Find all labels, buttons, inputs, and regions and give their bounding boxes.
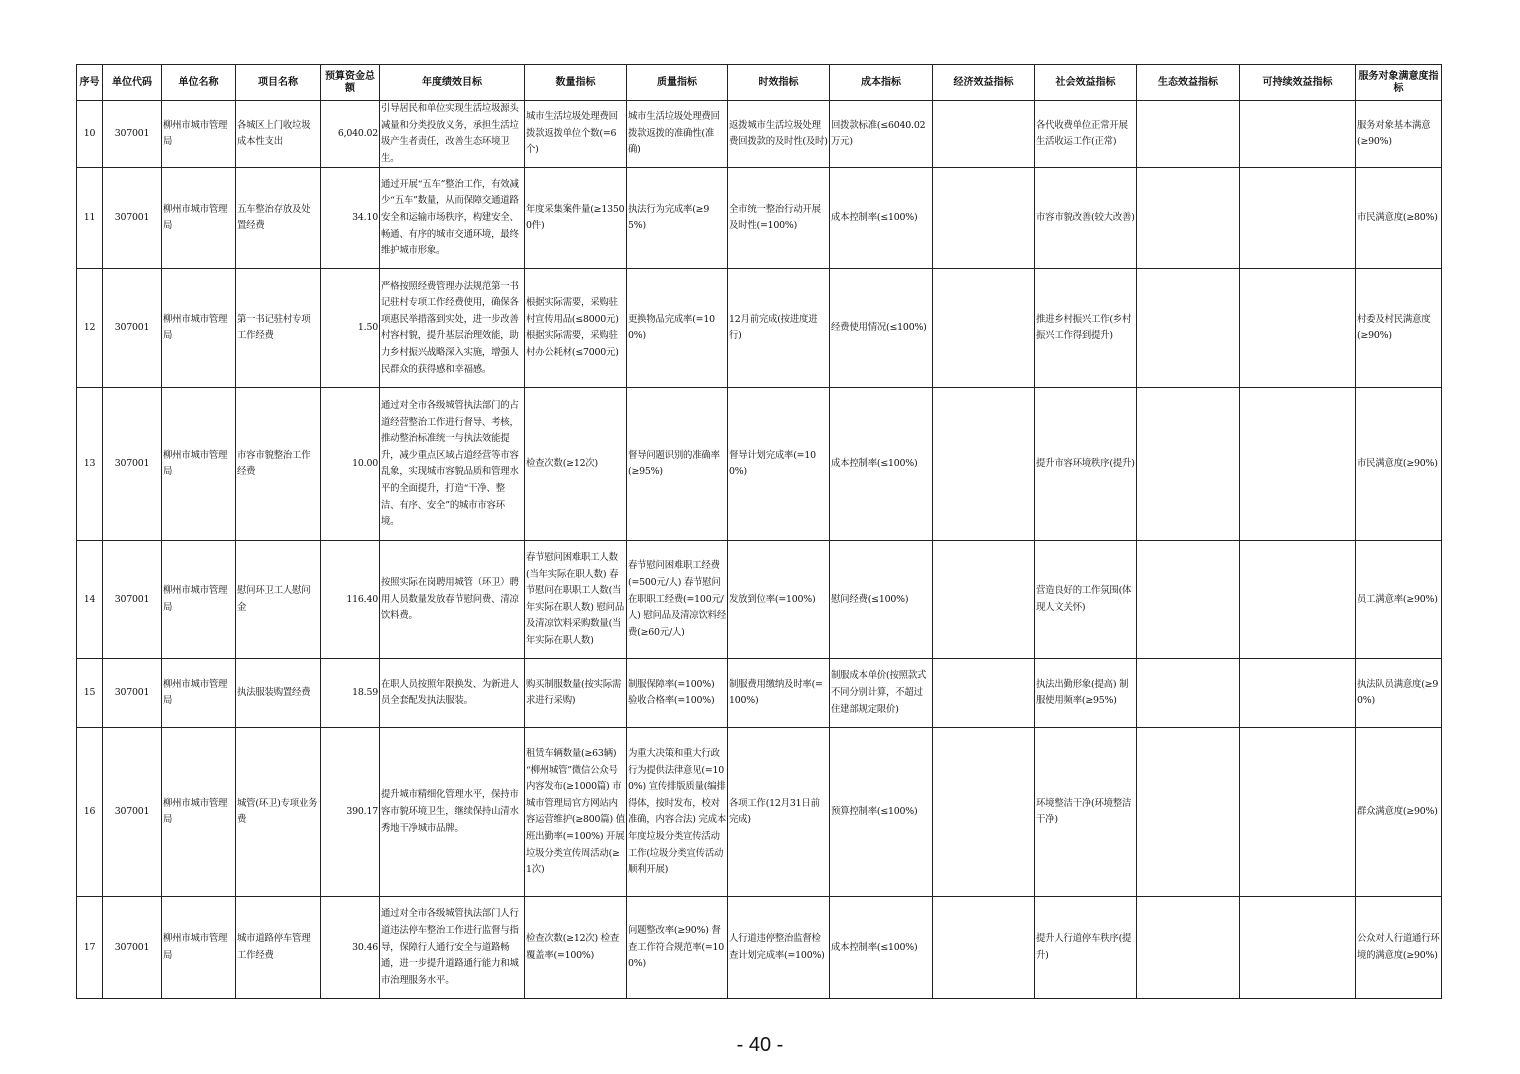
table-row xyxy=(77,541,1442,659)
cell-unit: 柳州市城市管理局 xyxy=(162,388,236,541)
cell-quality: 春节慰问困难职工经费(=500元/人) 春节慰问在职职工经费(=100元/人) 慰问品及清凉饮料经费(≥60元/人) xyxy=(627,541,728,659)
cell-quality: 制服保障率(=100%) 验收合格率(=100%) xyxy=(627,659,728,728)
cell-social: 提升市容环境秩序(提升) xyxy=(1035,388,1137,541)
cell-ecological xyxy=(1137,728,1240,897)
cell-economic xyxy=(933,659,1035,728)
cell-satisfaction: 市民满意度(≥80%) xyxy=(1356,168,1442,269)
cell-satisfaction: 服务对象基本满意(≥90%) xyxy=(1356,101,1442,168)
cell-code: 307001 xyxy=(103,269,162,388)
cell-social: 执法出勤形象(提高) 制服使用频率(≥95%) xyxy=(1035,659,1137,728)
table-row xyxy=(77,168,1442,269)
cell-project: 各城区上门收垃圾成本性支出 xyxy=(236,101,321,168)
cell-project: 第一书记驻村专项工作经费 xyxy=(236,269,321,388)
cell-budget: 390.17 xyxy=(321,728,380,897)
cell-budget: 6,040.02 xyxy=(321,101,380,168)
cell-quantity: 检查次数(≥12次) xyxy=(525,388,627,541)
cell-satisfaction: 市民满意度(≥90%) xyxy=(1356,388,1442,541)
cell-quantity: 购买制服数量(按实际需求进行采购) xyxy=(525,659,627,728)
cell-quantity: 根据实际需要，采购驻村宣传用品(≤8000元) 根据实际需要，采购驻村办公耗材(≤7000元) xyxy=(525,269,627,388)
cell-cost: 成本控制率(≤100%) xyxy=(830,897,933,999)
cell-timeliness: 发放到位率(=100%) xyxy=(728,541,830,659)
cell-quantity: 检查次数(≥12次) 检查覆盖率(=100%) xyxy=(525,897,627,999)
header-row xyxy=(77,65,1442,101)
col-header-ecological: 生态效益指标 xyxy=(1137,65,1240,101)
cell-budget: 10.00 xyxy=(321,388,380,541)
col-header-code: 单位代码 xyxy=(103,65,162,101)
col-header-unit: 单位名称 xyxy=(162,65,236,101)
col-header-timeliness: 时效指标 xyxy=(728,65,830,101)
cell-satisfaction: 公众对人行道通行环境的满意度(≥90%) xyxy=(1356,897,1442,999)
cell-economic xyxy=(933,269,1035,388)
cell-sustainable xyxy=(1240,101,1356,168)
cell-quality: 更换物品完成率(=100%) xyxy=(627,269,728,388)
cell-satisfaction: 群众满意度(≥90%) xyxy=(1356,728,1442,897)
cell-economic xyxy=(933,541,1035,659)
cell-goal: 提升城市精细化管理水平，保持市容市貌环境卫生，继续保持山清水秀地干净城市品牌。 xyxy=(380,728,525,897)
col-header-satisfaction: 服务对象满意度指标 xyxy=(1356,65,1442,101)
col-header-economic: 经济效益指标 xyxy=(933,65,1035,101)
cell-no: 13 xyxy=(77,388,103,541)
cell-sustainable xyxy=(1240,388,1356,541)
cell-sustainable xyxy=(1240,269,1356,388)
cell-project: 城市道路停车管理工作经费 xyxy=(236,897,321,999)
cell-economic xyxy=(933,168,1035,269)
cell-cost: 预算控制率(≤100%) xyxy=(830,728,933,897)
cell-ecological xyxy=(1137,541,1240,659)
cell-social: 环境整洁干净(环境整洁干净) xyxy=(1035,728,1137,897)
cell-goal: 通过对全市各级城管执法部门的占道经营整治工作进行督导、考核，推动整治标准统一与执法效能提升，减少重点区域占道经营等市容乱象，实现城市容貌品质和管理水平的全面提升，打造“干净、整洁、有序、安全”的城市市容环境。 xyxy=(380,388,525,541)
cell-quality: 执法行为完成率(≥95%) xyxy=(627,168,728,269)
cell-project: 五车整治存放及处置经费 xyxy=(236,168,321,269)
cell-project: 执法服装购置经费 xyxy=(236,659,321,728)
cell-no: 15 xyxy=(77,659,103,728)
col-header-goal: 年度绩效目标 xyxy=(380,65,525,101)
cell-unit: 柳州市城市管理局 xyxy=(162,897,236,999)
cell-timeliness: 人行道违停整治监督检查计划完成率(=100%) xyxy=(728,897,830,999)
cell-project: 城管(环卫)专项业务费 xyxy=(236,728,321,897)
cell-no: 14 xyxy=(77,541,103,659)
cell-budget: 1.50 xyxy=(321,269,380,388)
cell-quality: 督导问题识别的准确率(≥95%) xyxy=(627,388,728,541)
table-row xyxy=(77,101,1442,168)
cell-timeliness: 全市统一整治行动开展及时性(=100%) xyxy=(728,168,830,269)
cell-sustainable xyxy=(1240,541,1356,659)
table-row xyxy=(77,388,1442,541)
cell-budget: 30.46 xyxy=(321,897,380,999)
cell-quality: 问题整改率(≥90%) 督查工作符合规范率(=100%) xyxy=(627,897,728,999)
col-header-quantity: 数量指标 xyxy=(525,65,627,101)
col-header-social: 社会效益指标 xyxy=(1035,65,1137,101)
cell-sustainable xyxy=(1240,897,1356,999)
cell-goal: 通过开展“五车”整治工作，有效减少“五车”数量，从而保障交通道路安全和运输市场秩序，构建安全、畅通、有序的城市交通环境，最终维护城市形象。 xyxy=(380,168,525,269)
cell-ecological xyxy=(1137,168,1240,269)
cell-cost: 回拨款标准(≤6040.02万元) xyxy=(830,101,933,168)
table-row xyxy=(77,897,1442,999)
cell-code: 307001 xyxy=(103,101,162,168)
cell-quantity: 年度采集案件量(≥13500件) xyxy=(525,168,627,269)
cell-quality: 为重大决策和重大行政行为提供法律意见(=100%) 宣传排版质量(编排得体，按时发布，校对准确，内容合法) 完成本年度垃圾分类宣传活动工作(垃圾分类宣传活动顺利开展) xyxy=(627,728,728,897)
cell-code: 307001 xyxy=(103,168,162,269)
cell-quantity: 租赁车辆数量(≥63辆) “柳州城管”微信公众号内容发布(≥1000篇) 市城市管理局官方网站内容运营维护(≥800篇) 值班出勤率(=100%) 开展垃圾分类宣传周活动(≥1次) xyxy=(525,728,627,897)
cell-no: 16 xyxy=(77,728,103,897)
cell-budget: 116.40 xyxy=(321,541,380,659)
cell-satisfaction: 员工满意率(≥90%) xyxy=(1356,541,1442,659)
cell-sustainable xyxy=(1240,728,1356,897)
cell-unit: 柳州市城市管理局 xyxy=(162,101,236,168)
cell-cost: 慰问经费(≤100%) xyxy=(830,541,933,659)
cell-quality: 城市生活垃圾处理费回拨款返拨的准确性(准确) xyxy=(627,101,728,168)
col-header-no: 序号 xyxy=(77,65,103,101)
cell-timeliness: 返拨城市生活垃圾处理费回拨款的及时性(及时) xyxy=(728,101,830,168)
col-header-quality: 质量指标 xyxy=(627,65,728,101)
cell-satisfaction: 执法队员满意度(≥90%) xyxy=(1356,659,1442,728)
table-row xyxy=(77,659,1442,728)
cell-unit: 柳州市城市管理局 xyxy=(162,659,236,728)
cell-code: 307001 xyxy=(103,659,162,728)
cell-unit: 柳州市城市管理局 xyxy=(162,541,236,659)
cell-ecological xyxy=(1137,897,1240,999)
cell-timeliness: 制服费用缴纳及时率(=100%) xyxy=(728,659,830,728)
cell-sustainable xyxy=(1240,659,1356,728)
cell-unit: 柳州市城市管理局 xyxy=(162,168,236,269)
cell-cost: 制服成本单价(按照款式不同分别计算，不超过住建部规定限价) xyxy=(830,659,933,728)
cell-timeliness: 督导计划完成率(=100%) xyxy=(728,388,830,541)
cell-timeliness: 各项工作(12月31日前完成) xyxy=(728,728,830,897)
cell-goal: 通过对全市各级城管执法部门人行道违法停车整治工作进行监督与指导，保障行人通行安全与道路畅通，进一步提升道路通行能力和城市治理服务水平。 xyxy=(380,897,525,999)
col-header-sustainable: 可持续效益指标 xyxy=(1240,65,1356,101)
cell-budget: 34.10 xyxy=(321,168,380,269)
col-header-project: 项目名称 xyxy=(236,65,321,101)
cell-unit: 柳州市城市管理局 xyxy=(162,728,236,897)
cell-no: 11 xyxy=(77,168,103,269)
cell-goal: 在职人员按照年限换发、为新进人员全套配发执法服装。 xyxy=(380,659,525,728)
page-number: - 40 - xyxy=(736,1034,784,1056)
cell-code: 307001 xyxy=(103,897,162,999)
table-row xyxy=(77,728,1442,897)
cell-social: 推进乡村振兴工作(乡村振兴工作得到提升) xyxy=(1035,269,1137,388)
cell-timeliness: 12月前完成(按进度进行) xyxy=(728,269,830,388)
cell-ecological xyxy=(1137,388,1240,541)
cell-project: 市容市貌整治工作经费 xyxy=(236,388,321,541)
cell-sustainable xyxy=(1240,168,1356,269)
cell-goal: 严格按照经费管理办法规范第一书记驻村专项工作经费使用，确保各项惠民举措落到实处，进一步改善村容村貌，提升基层治理效能，助力乡村振兴战略深入实施，增强人民群众的获得感和幸福感。 xyxy=(380,269,525,388)
cell-unit: 柳州市城市管理局 xyxy=(162,269,236,388)
cell-economic xyxy=(933,728,1035,897)
cell-quantity: 春节慰问困难职工人数(当年实际在职人数) 春节慰问在职职工人数(当年实际在职人数) 慰问品及清凉饮料采购数量(当年实际在职人数) xyxy=(525,541,627,659)
cell-economic xyxy=(933,101,1035,168)
cell-code: 307001 xyxy=(103,388,162,541)
cell-cost: 经费使用情况(≤100%) xyxy=(830,269,933,388)
cell-code: 307001 xyxy=(103,728,162,897)
cell-social: 市容市貌改善(较大改善) xyxy=(1035,168,1137,269)
cell-quantity: 城市生活垃圾处理费回拨款返拨单位个数(=6个) xyxy=(525,101,627,168)
cell-ecological xyxy=(1137,659,1240,728)
cell-no: 17 xyxy=(77,897,103,999)
cell-ecological xyxy=(1137,101,1240,168)
cell-economic xyxy=(933,388,1035,541)
cell-satisfaction: 村委及村民满意度(≥90%) xyxy=(1356,269,1442,388)
cell-economic xyxy=(933,897,1035,999)
cell-ecological xyxy=(1137,269,1240,388)
cell-social: 营造良好的工作氛围(体现人文关怀) xyxy=(1035,541,1137,659)
table-row xyxy=(77,269,1442,388)
col-header-budget: 预算资金总额 xyxy=(321,65,380,101)
cell-budget: 18.59 xyxy=(321,659,380,728)
cell-code: 307001 xyxy=(103,541,162,659)
cell-cost: 成本控制率(≤100%) xyxy=(830,388,933,541)
cell-goal: 按照实际在岗聘用城管（环卫）聘用人员数量发放春节慰问费、清凉饮料费。 xyxy=(380,541,525,659)
performance-table xyxy=(76,64,1442,999)
cell-cost: 成本控制率(≤100%) xyxy=(830,168,933,269)
col-header-cost: 成本指标 xyxy=(830,65,933,101)
cell-project: 慰问环卫工人慰问金 xyxy=(236,541,321,659)
cell-goal: 引导居民和单位实现生活垃圾源头减量和分类投放义务，承担生活垃圾产生者责任，改善生态环境卫生。 xyxy=(380,101,525,168)
cell-no: 10 xyxy=(77,101,103,168)
cell-social: 提升人行道停车秩序(提升) xyxy=(1035,897,1137,999)
cell-no: 12 xyxy=(77,269,103,388)
cell-social: 各代收费单位正常开展生活收运工作(正常) xyxy=(1035,101,1137,168)
